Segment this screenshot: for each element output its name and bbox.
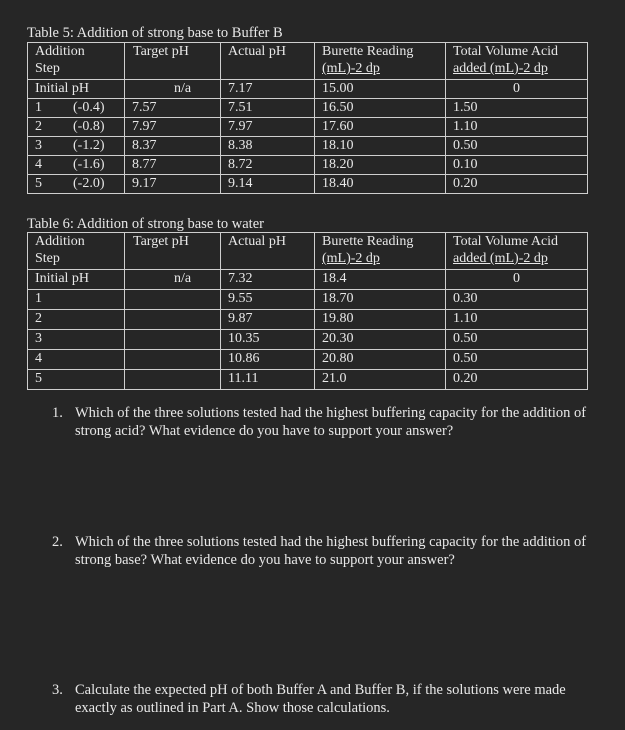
table5-total: 1.50 [446,99,588,118]
table6-header-total: Total Volume Acid added (mL)-2 dp [446,233,588,270]
table6-target [125,290,221,310]
table6-header-addition: Addition Step [28,233,125,270]
table5-header-target: Target pH [125,43,221,80]
table6-target [125,350,221,370]
table5-header-addition: Addition Step [28,43,125,80]
table6-total: 1.10 [446,310,588,330]
table-row [28,156,588,175]
question-number: 2. [52,534,63,550]
table6-step: 3 [28,330,125,350]
table5-burette: 17.60 [315,118,446,137]
table5-burette: 16.50 [315,99,446,118]
table6-initial-burette: 18.4 [315,270,446,290]
table5-initial-label: Initial pH [28,80,125,99]
table5-burette: 18.20 [315,156,446,175]
table6-header-target: Target pH [125,233,221,270]
table6-step: 4 [28,350,125,370]
table6-initial-row [28,270,588,290]
table6-target [125,330,221,350]
table5-initial-target: n/a [125,80,221,99]
question-text: Which of the three solutions tested had the highest buffering capacity for the addition of strong base? What evidence do you have to support your answer? [75,534,587,568]
table6-step: 1 [28,290,125,310]
question-number: 1. [52,405,63,421]
table5-header-row [28,43,588,80]
table6-header-actual: Actual pH [221,233,315,270]
table5-step: 4 (-1.6) [28,156,125,175]
table5-initial-total: 0 [446,80,588,99]
question-text: Calculate the expected pH of both Buffer A and Buffer B, if the solutions were made exactly as outlined in Part A. Show those calculations. [75,682,566,716]
table5-total: 1.10 [446,118,588,137]
table5-total: 0.10 [446,156,588,175]
table5-target: 7.97 [125,118,221,137]
table6-target [125,310,221,330]
table5-target: 8.37 [125,137,221,156]
table5-initial-row [28,80,588,99]
table5-burette: 18.10 [315,137,446,156]
table6-burette: 20.30 [315,330,446,350]
table-row [28,370,588,390]
table-row [28,310,588,330]
table-row [28,99,588,118]
table6-actual: 10.35 [221,330,315,350]
table6-actual: 10.86 [221,350,315,370]
table5-target: 7.57 [125,99,221,118]
table5-step: 3 (-1.2) [28,137,125,156]
table-row [28,350,588,370]
table5-header-total: Total Volume Acid added (mL)-2 dp [446,43,588,80]
table6-actual: 9.55 [221,290,315,310]
question-2 [52,533,597,569]
table5-header-actual: Actual pH [221,43,315,80]
table5-actual: 7.97 [221,118,315,137]
question-number: 3. [52,682,63,698]
table6-header-burette: Burette Reading (mL)-2 dp [315,233,446,270]
table-row [28,118,588,137]
table5-total: 0.20 [446,175,588,194]
table6-initial-total: 0 [446,270,588,290]
table-row [28,330,588,350]
table6 [27,232,588,390]
question-text: Which of the three solutions tested had the highest buffering capacity for the addition of strong acid? What evidence do you have to support your answer? [75,405,587,439]
table6-initial-label: Initial pH [28,270,125,290]
table6-caption: Table 6: Addition of strong base to water [27,216,264,232]
question-1 [52,404,597,440]
table6-header-row [28,233,588,270]
table5-initial-actual: 7.17 [221,80,315,99]
table-row [28,137,588,156]
table5-burette: 18.40 [315,175,446,194]
table6-target [125,370,221,390]
table6-burette: 21.0 [315,370,446,390]
table6-total: 0.20 [446,370,588,390]
table5-step: 1 (-0.4) [28,99,125,118]
table5-initial-burette: 15.00 [315,80,446,99]
table6-total: 0.30 [446,290,588,310]
question-3 [52,681,597,717]
table5-actual: 8.38 [221,137,315,156]
table-row [28,175,588,194]
table5-actual: 7.51 [221,99,315,118]
table5-actual: 8.72 [221,156,315,175]
table5-header-burette: Burette Reading (mL)-2 dp [315,43,446,80]
table6-initial-actual: 7.32 [221,270,315,290]
table5-caption: Table 5: Addition of strong base to Buffer B [27,25,283,41]
table5-step: 5 (-2.0) [28,175,125,194]
table5-total: 0.50 [446,137,588,156]
table6-actual: 11.11 [221,370,315,390]
table5-actual: 9.14 [221,175,315,194]
table-row [28,290,588,310]
table6-burette: 19.80 [315,310,446,330]
table6-total: 0.50 [446,350,588,370]
table6-total: 0.50 [446,330,588,350]
table5-target: 9.17 [125,175,221,194]
table6-burette: 18.70 [315,290,446,310]
table6-actual: 9.87 [221,310,315,330]
table6-step: 5 [28,370,125,390]
table6-initial-target: n/a [125,270,221,290]
table5-target: 8.77 [125,156,221,175]
table6-step: 2 [28,310,125,330]
table6-burette: 20.80 [315,350,446,370]
table5-step: 2 (-0.8) [28,118,125,137]
table5 [27,42,588,194]
